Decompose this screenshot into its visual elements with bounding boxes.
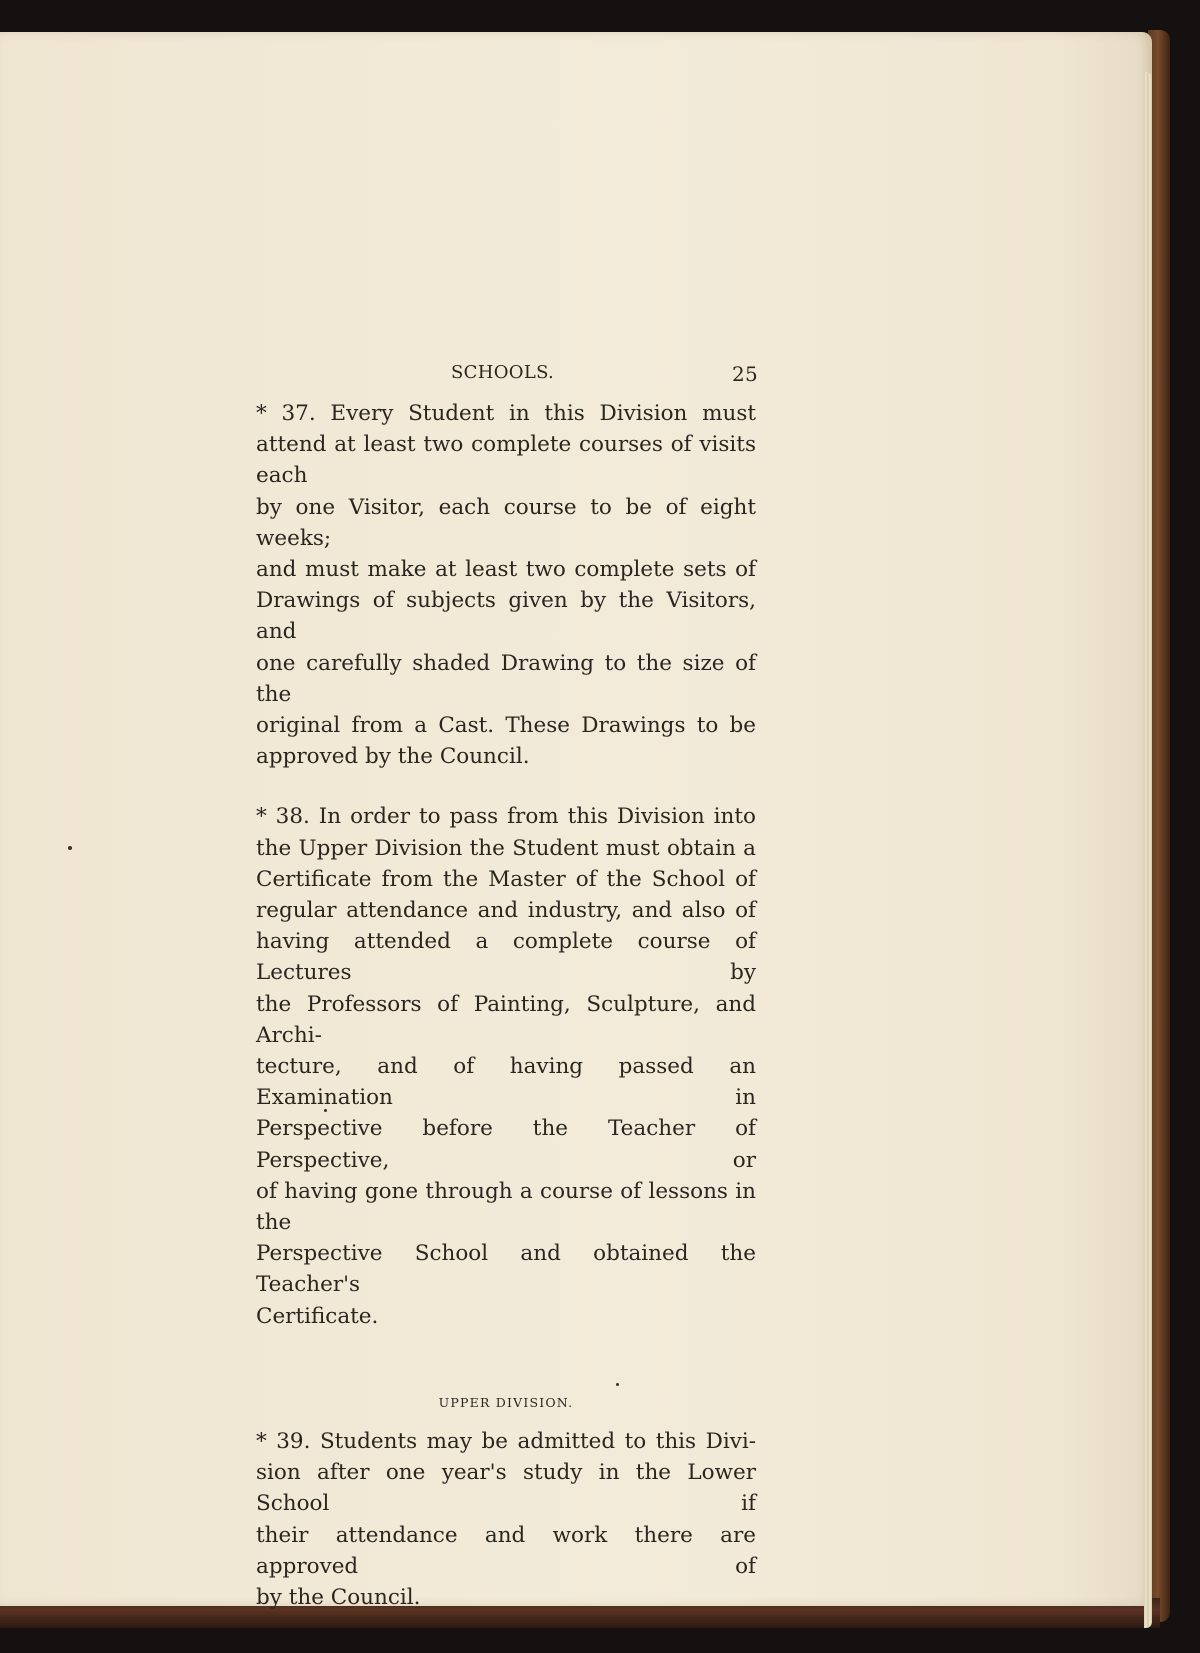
text-line: Certificate from the Master of the School of [256,866,756,892]
text-line: their attendance and work there are approved of [256,1522,756,1579]
section-heading: UPPER DIVISION. [438,1394,574,1410]
text-line: Perspective School and obtained the Teacher's [256,1241,756,1298]
text-line: and must make at least two complete sets of [256,557,756,583]
text-line: regular attendance and industry, and also of [256,898,756,924]
text-line: the Upper Division the Student must obtain a [256,835,756,861]
text-line: by one Visitor, each course to be of eight weeks; [256,494,756,551]
text-line: having attended a complete course of Lectures by [256,929,756,986]
page-fore-edge [1144,72,1152,1628]
text-line: Certificate. [256,1303,379,1329]
text-line: sion after one year's study in the Lower School if [256,1460,756,1517]
text-line: original from a Cast. These Drawings to be [256,713,756,739]
paragraph-37 [256,398,756,772]
text-line: attend at least two complete courses of visits each [256,432,756,489]
text-line: of having gone through a course of lessons in the [256,1178,756,1236]
text-line: * 39. Students may be admitted to this Divi- [256,1428,756,1454]
text-line: tecture, and of having passed an Examination in [256,1054,756,1111]
text-line: one carefully shaded Drawing to the size of the [256,650,756,707]
text-line: the Professors of Painting, Sculpture, and Archi- [256,991,756,1048]
text-line: Drawings of subjects given by the Visitors, and [256,588,756,645]
text-line: * 37. Every Student in this Division must [256,401,756,426]
text-line: by the Council. [256,1584,421,1610]
text-line: approved by the Council. [256,744,530,770]
page-number: 25 [731,362,758,386]
paragraph-38 [256,801,756,1331]
paragraph-39 [256,1426,756,1613]
running-head [256,358,756,388]
text-line: Perspective before the Teacher of Perspective, or [256,1116,756,1173]
paper-speck [68,846,72,850]
running-title: SCHOOLS. [451,362,555,383]
page-text-block [256,358,756,1613]
text-line: * 38. In order to pass from this Division into [256,804,756,830]
